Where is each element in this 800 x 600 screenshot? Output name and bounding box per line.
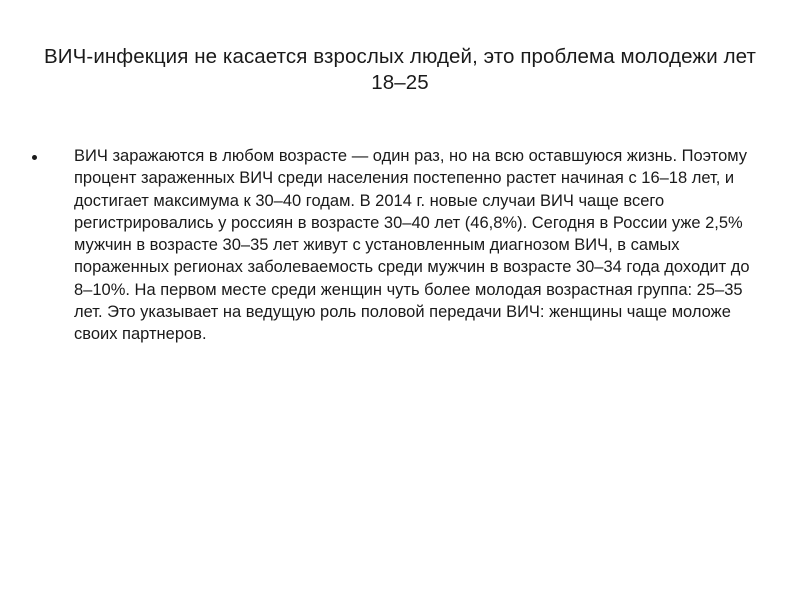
bullet-item	[32, 145, 756, 346]
bullet-text: ВИЧ заражаются в любом возрасте — один раз, но на всю оставшуюся жизнь. Поэтому процент зараженных ВИЧ среди населения постепенно растет начиная с 16–18 лет, и достигает максимума к 30–40 годам. В 2014 г. новые случаи ВИЧ чаще всего регистрировались у россиян в возрасте 30–40 лет (46,8%). Сегодня в России уже 2,5% мужчин в возрасте 30–35 лет живут с установленным диагнозом ВИЧ, в самых пораженных регионах заболеваемость среди мужчин в возрасте 30–34 года доходит до 8–10%. На первом месте среди женщин чуть более молодая возрастная группа: 25–35 лет. Это указывает на ведущую роль половой передачи ВИЧ: женщины чаще моложе своих партнеров.	[74, 147, 750, 344]
slide-title: ВИЧ-инфекция не касается взрослых людей, это проблема молодежи лет 18–25	[44, 45, 756, 94]
bullet-list	[32, 145, 756, 346]
bullet-dot-icon	[32, 155, 37, 160]
